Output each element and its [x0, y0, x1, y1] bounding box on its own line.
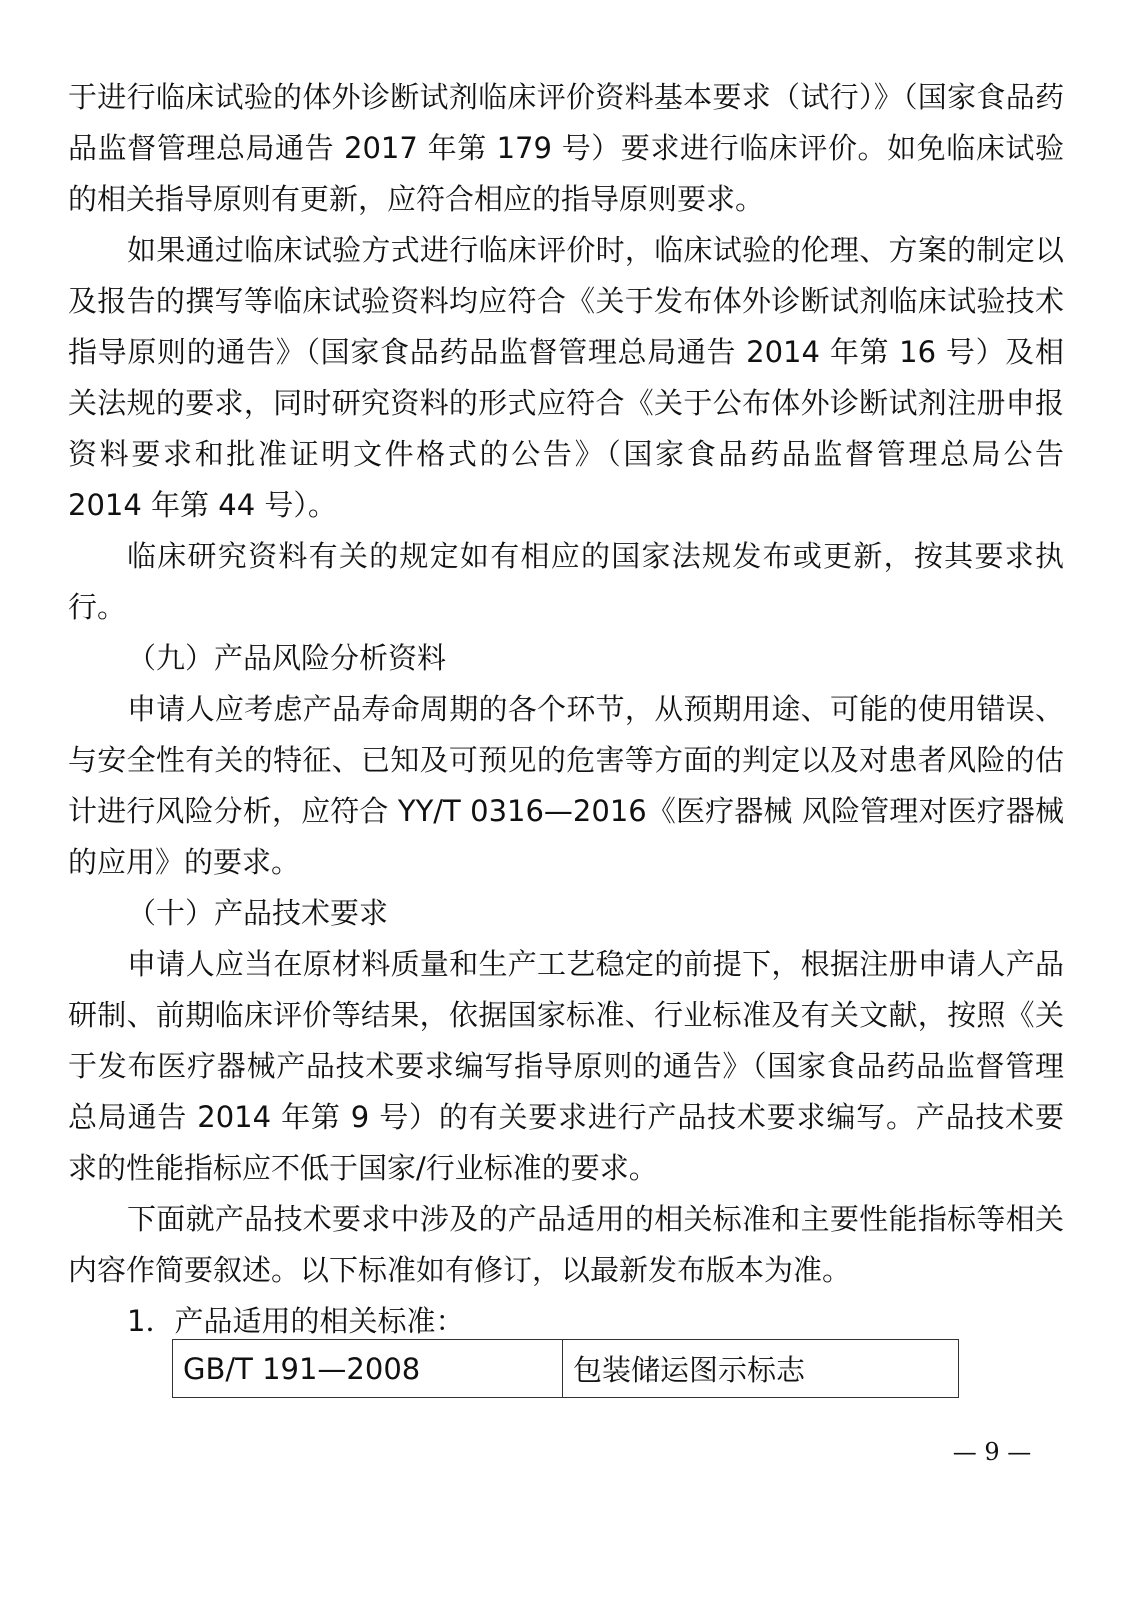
standard-name-cell: 包装储运图示标志 [563, 1340, 959, 1398]
paragraph: 1．产品适用的相关标准： [127, 1304, 465, 1338]
paragraph: 下面就产品技术要求中涉及的产品适用的相关标准和主要性能指标等相关内容作简要叙述。以下标准如有修订，以最新发布版本为准。 [68, 1202, 1064, 1287]
document-body [68, 72, 1064, 1347]
table-row [173, 1340, 959, 1398]
paragraph: 申请人应当在原材料质量和生产工艺稳定的前提下，根据注册申请人产品研制、前期临床评价等结果，依据国家标准、行业标准及有关文献，按照《关于发布医疗器械产品技术要求编写指导原则的通告》（国家食品药品监督管理总局通告 2014 年第 9 号）的有关要求进行产品技术要求编写。产品技术要求的性能指标应不低于国家/行业标准的要求。 [68, 947, 1064, 1185]
paragraph: 申请人应考虑产品寿命周期的各个环节，从预期用途、可能的使用错误、与安全性有关的特征、已知及可预见的危害等方面的判定以及对患者风险的估计进行风险分析，应符合 YY/T 0316—2016《医疗器械 风险管理对医疗器械的应用》的要求。 [68, 692, 1064, 879]
paragraph: （九）产品风险分析资料 [127, 641, 447, 675]
paragraph: （十）产品技术要求 [127, 896, 389, 930]
standards-table-wrapper [172, 1339, 959, 1398]
paragraph: 如果通过临床试验方式进行临床评价时，临床试验的伦理、方案的制定以及报告的撰写等临床试验资料均应符合《关于发布体外诊断试剂临床试验技术指导原则的通告》（国家食品药品监督管理总局通告 2014 年第 16 号）及相关法规的要求，同时研究资料的形式应符合《关于公布体外诊断试剂注册申报资料要求和批准证明文件格式的公告》（国家食品药品监督管理总局公告 2014 年第 44 号）。 [68, 233, 1064, 522]
standards-table [172, 1339, 959, 1398]
standard-code-cell: GB/T 191—2008 [173, 1340, 563, 1398]
page-number: — 9 — [952, 1438, 1032, 1466]
paragraph: 临床研究资料有关的规定如有相应的国家法规发布或更新，按其要求执行。 [68, 539, 1064, 624]
paragraph: 于进行临床试验的体外诊断试剂临床评价资料基本要求（试行）》（国家食品药品监督管理总局通告 2017 年第 179 号）要求进行临床评价。如免临床试验的相关指导原则有更新，应符合相应的指导原则要求。 [68, 80, 1064, 216]
